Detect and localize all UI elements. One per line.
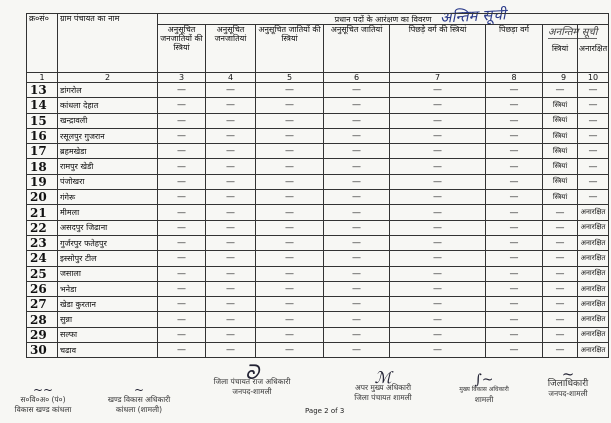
empty-dash: — xyxy=(206,83,256,98)
serial-number: 20 xyxy=(27,190,58,205)
empty-dash: — xyxy=(324,83,390,98)
table-row xyxy=(27,190,609,205)
empty-dash: — xyxy=(324,113,390,128)
empty-dash: — xyxy=(486,251,543,266)
empty-dash: — xyxy=(206,327,256,342)
empty-dash: — xyxy=(543,343,578,358)
column-number: 1 xyxy=(27,73,58,83)
empty-dash: — xyxy=(158,174,206,189)
serial-number: 29 xyxy=(27,327,58,342)
empty-dash: — xyxy=(390,205,486,220)
serial-number: 14 xyxy=(27,98,58,113)
empty-dash: — xyxy=(256,205,324,220)
empty-dash: — xyxy=(324,297,390,312)
empty-dash: — xyxy=(324,235,390,250)
column-header: अनुसूचित जातियों की स्त्रियां xyxy=(256,25,324,73)
column-number: 9 xyxy=(543,73,578,83)
empty-dash: — xyxy=(256,343,324,358)
reservation-category: अनारक्षित xyxy=(578,220,609,235)
empty-dash: — xyxy=(543,312,578,327)
empty-dash: — xyxy=(158,190,206,205)
empty-dash: — xyxy=(158,281,206,296)
signature-title: खण्ड विकास अधिकारी xyxy=(107,395,171,404)
empty-dash: — xyxy=(578,128,609,143)
table-row xyxy=(27,83,609,98)
gram-panchayat-name: गुर्जरपुर फतेहपुर xyxy=(58,235,158,250)
empty-dash: — xyxy=(206,220,256,235)
table-row xyxy=(27,343,609,358)
empty-dash: — xyxy=(158,159,206,174)
empty-dash: — xyxy=(486,159,543,174)
table-row xyxy=(27,159,609,174)
empty-dash: — xyxy=(256,312,324,327)
serial-number: 15 xyxy=(27,113,58,128)
empty-dash: — xyxy=(486,113,543,128)
table-row xyxy=(27,235,609,250)
empty-dash: — xyxy=(390,190,486,205)
reservation-category: अनारक्षित xyxy=(578,251,609,266)
reservation-category: स्त्रियां xyxy=(543,159,578,174)
column-number: 6 xyxy=(324,73,390,83)
gram-panchayat-name: इस्सोपुर टील xyxy=(58,251,158,266)
empty-dash: — xyxy=(578,98,609,113)
empty-dash: — xyxy=(158,220,206,235)
empty-dash: — xyxy=(256,159,324,174)
empty-dash: — xyxy=(256,128,324,143)
gram-panchayat-name: भनेडा xyxy=(58,281,158,296)
empty-dash: — xyxy=(256,281,324,296)
serial-number: 18 xyxy=(27,159,58,174)
empty-dash: — xyxy=(390,144,486,159)
serial-number: 24 xyxy=(27,251,58,266)
signature-office: विकास खण्ड कांधला xyxy=(14,405,72,414)
signature-block-dpro xyxy=(196,360,308,397)
empty-dash: — xyxy=(543,266,578,281)
empty-dash: — xyxy=(158,205,206,220)
signature-scrawl: ~ xyxy=(133,383,145,397)
empty-dash: — xyxy=(158,98,206,113)
signature-scrawl: ℳ xyxy=(374,368,392,387)
reservation-category: अनारक्षित xyxy=(578,297,609,312)
empty-dash: — xyxy=(206,266,256,281)
signature-title: मुख्य विकास अधिकारी xyxy=(459,386,509,393)
reservation-category: अनारक्षित xyxy=(578,266,609,281)
empty-dash: — xyxy=(486,220,543,235)
column-header: स्त्रियां xyxy=(543,25,578,73)
header-gp-name: ग्राम पंचायत का नाम xyxy=(58,14,158,73)
reservation-category: अनारक्षित xyxy=(578,235,609,250)
signature-scrawl: ∫~ xyxy=(474,372,494,388)
table-row xyxy=(27,251,609,266)
empty-dash: — xyxy=(390,281,486,296)
serial-number: 27 xyxy=(27,297,58,312)
empty-dash: — xyxy=(256,297,324,312)
gram-panchayat-name: सुन्ना xyxy=(58,312,158,327)
empty-dash: — xyxy=(578,190,609,205)
empty-dash: — xyxy=(543,297,578,312)
serial-number: 26 xyxy=(27,281,58,296)
empty-dash: — xyxy=(578,113,609,128)
empty-dash: — xyxy=(390,113,486,128)
empty-dash: — xyxy=(256,251,324,266)
table-row xyxy=(27,128,609,143)
table-row xyxy=(27,144,609,159)
empty-dash: — xyxy=(256,83,324,98)
serial-number: 25 xyxy=(27,266,58,281)
empty-dash: — xyxy=(256,327,324,342)
serial-number: 17 xyxy=(27,144,58,159)
signature-block-amo xyxy=(336,368,430,403)
empty-dash: — xyxy=(256,190,324,205)
gram-panchayat-name: ब्रहमखेडा xyxy=(58,144,158,159)
empty-dash: — xyxy=(486,128,543,143)
signature-scrawl: ~~ xyxy=(32,383,54,397)
empty-dash: — xyxy=(158,312,206,327)
column-number: 5 xyxy=(256,73,324,83)
reservation-category: अनारक्षित xyxy=(578,281,609,296)
empty-dash: — xyxy=(206,144,256,159)
empty-dash: — xyxy=(324,174,390,189)
empty-dash: — xyxy=(390,327,486,342)
gram-panchayat-name: कांधला देहात xyxy=(58,98,158,113)
signature-title: जिला पंचायत राज अधिकारी xyxy=(213,377,291,386)
table-row xyxy=(27,98,609,113)
column-number: 2 xyxy=(58,73,158,83)
empty-dash: — xyxy=(486,205,543,220)
empty-dash: — xyxy=(324,98,390,113)
empty-dash: — xyxy=(158,83,206,98)
signature-block-cdo xyxy=(448,372,520,405)
final-list-handwritten: अन्तिम सूची xyxy=(439,5,507,27)
signature-title: अपर मुख्य अधिकारी xyxy=(354,383,412,392)
gram-panchayat-name: पंजोखरा xyxy=(58,174,158,189)
empty-dash: — xyxy=(390,235,486,250)
empty-dash: — xyxy=(578,174,609,189)
signature-title: जिलाधिकारी xyxy=(547,379,589,389)
gram-panchayat-name: सल्फा xyxy=(58,327,158,342)
empty-dash: — xyxy=(206,343,256,358)
table-row xyxy=(27,281,609,296)
reservation-category: अनारक्षित xyxy=(578,327,609,342)
empty-dash: — xyxy=(578,159,609,174)
serial-number: 13 xyxy=(27,83,58,98)
serial-number: 16 xyxy=(27,128,58,143)
reservation-category: स्त्रियां xyxy=(543,174,578,189)
serial-number: 28 xyxy=(27,312,58,327)
empty-dash: — xyxy=(256,220,324,235)
signature-block-dm xyxy=(528,365,608,399)
gram-panchayat-name: मीमला xyxy=(58,205,158,220)
empty-dash: — xyxy=(486,98,543,113)
gram-panchayat-name: जसाला xyxy=(58,266,158,281)
empty-dash: — xyxy=(486,144,543,159)
empty-dash: — xyxy=(324,343,390,358)
empty-dash: — xyxy=(390,128,486,143)
empty-dash: — xyxy=(256,266,324,281)
column-header: अनारक्षित xyxy=(578,25,609,73)
header-serial: क्र०सं० xyxy=(27,14,58,73)
gram-panchayat-name: असदपुर जिढाना xyxy=(58,220,158,235)
reservation-category: स्त्रियां xyxy=(543,113,578,128)
empty-dash: — xyxy=(158,144,206,159)
signature-scrawl: ᘐ xyxy=(244,360,260,384)
empty-dash: — xyxy=(578,83,609,98)
empty-dash: — xyxy=(206,128,256,143)
column-number: 3 xyxy=(158,73,206,83)
empty-dash: — xyxy=(390,83,486,98)
empty-dash: — xyxy=(206,205,256,220)
empty-dash: — xyxy=(390,251,486,266)
reservation-category: स्त्रियां xyxy=(543,144,578,159)
empty-dash: — xyxy=(324,220,390,235)
empty-dash: — xyxy=(324,266,390,281)
table-row xyxy=(27,113,609,128)
signature-footer xyxy=(0,360,611,423)
signature-scrawl: ~ xyxy=(561,365,575,383)
column-number: 4 xyxy=(206,73,256,83)
empty-dash: — xyxy=(324,159,390,174)
signature-block-adoo xyxy=(4,385,82,415)
serial-number: 22 xyxy=(27,220,58,235)
empty-dash: — xyxy=(324,281,390,296)
reservation-category: स्त्रियां xyxy=(543,98,578,113)
signature-office: जनपद-शामली xyxy=(548,389,588,398)
empty-dash: — xyxy=(206,159,256,174)
table-row xyxy=(27,174,609,189)
empty-dash: — xyxy=(543,327,578,342)
empty-dash: — xyxy=(158,297,206,312)
table-row xyxy=(27,327,609,342)
reservation-category: अनारक्षित xyxy=(578,343,609,358)
column-header: पिछड़ा वर्ग xyxy=(486,25,543,73)
empty-dash: — xyxy=(206,281,256,296)
header-group-title: प्रधान पदों के आरंक्षण का विवरण xyxy=(158,14,609,25)
empty-dash: — xyxy=(206,235,256,250)
empty-dash: — xyxy=(206,251,256,266)
table-row xyxy=(27,266,609,281)
empty-dash: — xyxy=(390,343,486,358)
empty-dash: — xyxy=(486,235,543,250)
empty-dash: — xyxy=(486,281,543,296)
empty-dash: — xyxy=(578,144,609,159)
gram-panchayat-name: रसूलपुर गुजरान xyxy=(58,128,158,143)
empty-dash: — xyxy=(486,327,543,342)
empty-dash: — xyxy=(543,83,578,98)
gram-panchayat-name: चढाव xyxy=(58,343,158,358)
empty-dash: — xyxy=(543,281,578,296)
empty-dash: — xyxy=(486,343,543,358)
serial-number: 30 xyxy=(27,343,58,358)
column-header: अनुसूचित जनजातियों की स्त्रियां xyxy=(158,25,206,73)
column-number: 7 xyxy=(390,73,486,83)
empty-dash: — xyxy=(256,113,324,128)
empty-dash: — xyxy=(206,113,256,128)
empty-dash: — xyxy=(256,235,324,250)
column-header: अनुसूचित जनजातियां xyxy=(206,25,256,73)
provisional-list-label: अनन्तिम सूची xyxy=(548,24,597,39)
empty-dash: — xyxy=(486,83,543,98)
empty-dash: — xyxy=(486,174,543,189)
empty-dash: — xyxy=(390,297,486,312)
empty-dash: — xyxy=(543,205,578,220)
empty-dash: — xyxy=(206,312,256,327)
empty-dash: — xyxy=(486,297,543,312)
column-header: पिछड़े वर्ग की स्त्रियां xyxy=(390,25,486,73)
column-number: 10 xyxy=(578,73,609,83)
empty-dash: — xyxy=(543,251,578,266)
empty-dash: — xyxy=(158,343,206,358)
empty-dash: — xyxy=(158,113,206,128)
reservation-table xyxy=(26,13,609,358)
empty-dash: — xyxy=(324,128,390,143)
page-number: Page 2 of 3 xyxy=(305,407,345,415)
table-row xyxy=(27,205,609,220)
signature-office: शामली xyxy=(474,395,494,404)
empty-dash: — xyxy=(206,297,256,312)
empty-dash: — xyxy=(158,128,206,143)
empty-dash: — xyxy=(324,205,390,220)
empty-dash: — xyxy=(543,235,578,250)
gram-panchayat-name: रामपुर खेडी xyxy=(58,159,158,174)
empty-dash: — xyxy=(206,190,256,205)
empty-dash: — xyxy=(158,266,206,281)
empty-dash: — xyxy=(390,159,486,174)
empty-dash: — xyxy=(324,144,390,159)
empty-dash: — xyxy=(486,266,543,281)
gram-panchayat-name: गंगेरू xyxy=(58,190,158,205)
empty-dash: — xyxy=(206,98,256,113)
reservation-category: स्त्रियां xyxy=(543,190,578,205)
empty-dash: — xyxy=(158,327,206,342)
empty-dash: — xyxy=(543,220,578,235)
empty-dash: — xyxy=(256,174,324,189)
serial-number: 21 xyxy=(27,205,58,220)
empty-dash: — xyxy=(486,190,543,205)
signature-office: जनपद-शामली xyxy=(232,387,272,396)
empty-dash: — xyxy=(390,312,486,327)
table-row xyxy=(27,312,609,327)
reservation-category: अनारक्षित xyxy=(578,205,609,220)
empty-dash: — xyxy=(390,174,486,189)
empty-dash: — xyxy=(390,220,486,235)
reservation-category: अनारक्षित xyxy=(578,312,609,327)
signature-title: स०वि०अ० (पं०) xyxy=(20,395,66,404)
empty-dash: — xyxy=(486,312,543,327)
empty-dash: — xyxy=(158,251,206,266)
table-row xyxy=(27,297,609,312)
gram-panchayat-name: खन्द्रावली xyxy=(58,113,158,128)
table-row xyxy=(27,220,609,235)
empty-dash: — xyxy=(324,190,390,205)
empty-dash: — xyxy=(206,174,256,189)
gram-panchayat-name: खेडा कुरतान xyxy=(58,297,158,312)
empty-dash: — xyxy=(390,98,486,113)
empty-dash: — xyxy=(158,235,206,250)
signature-office: कांधला (शामली) xyxy=(115,405,163,414)
empty-dash: — xyxy=(256,144,324,159)
gram-panchayat-name: डांगरोल xyxy=(58,83,158,98)
signature-block-bdo xyxy=(92,385,186,415)
serial-number: 23 xyxy=(27,235,58,250)
empty-dash: — xyxy=(324,327,390,342)
empty-dash: — xyxy=(324,251,390,266)
serial-number: 19 xyxy=(27,174,58,189)
column-header: अनुसूचित जातियां xyxy=(324,25,390,73)
reservation-category: स्त्रियां xyxy=(543,128,578,143)
signature-office: जिला पंचायत शामली xyxy=(354,393,412,402)
empty-dash: — xyxy=(390,266,486,281)
column-number: 8 xyxy=(486,73,543,83)
empty-dash: — xyxy=(324,312,390,327)
empty-dash: — xyxy=(256,98,324,113)
